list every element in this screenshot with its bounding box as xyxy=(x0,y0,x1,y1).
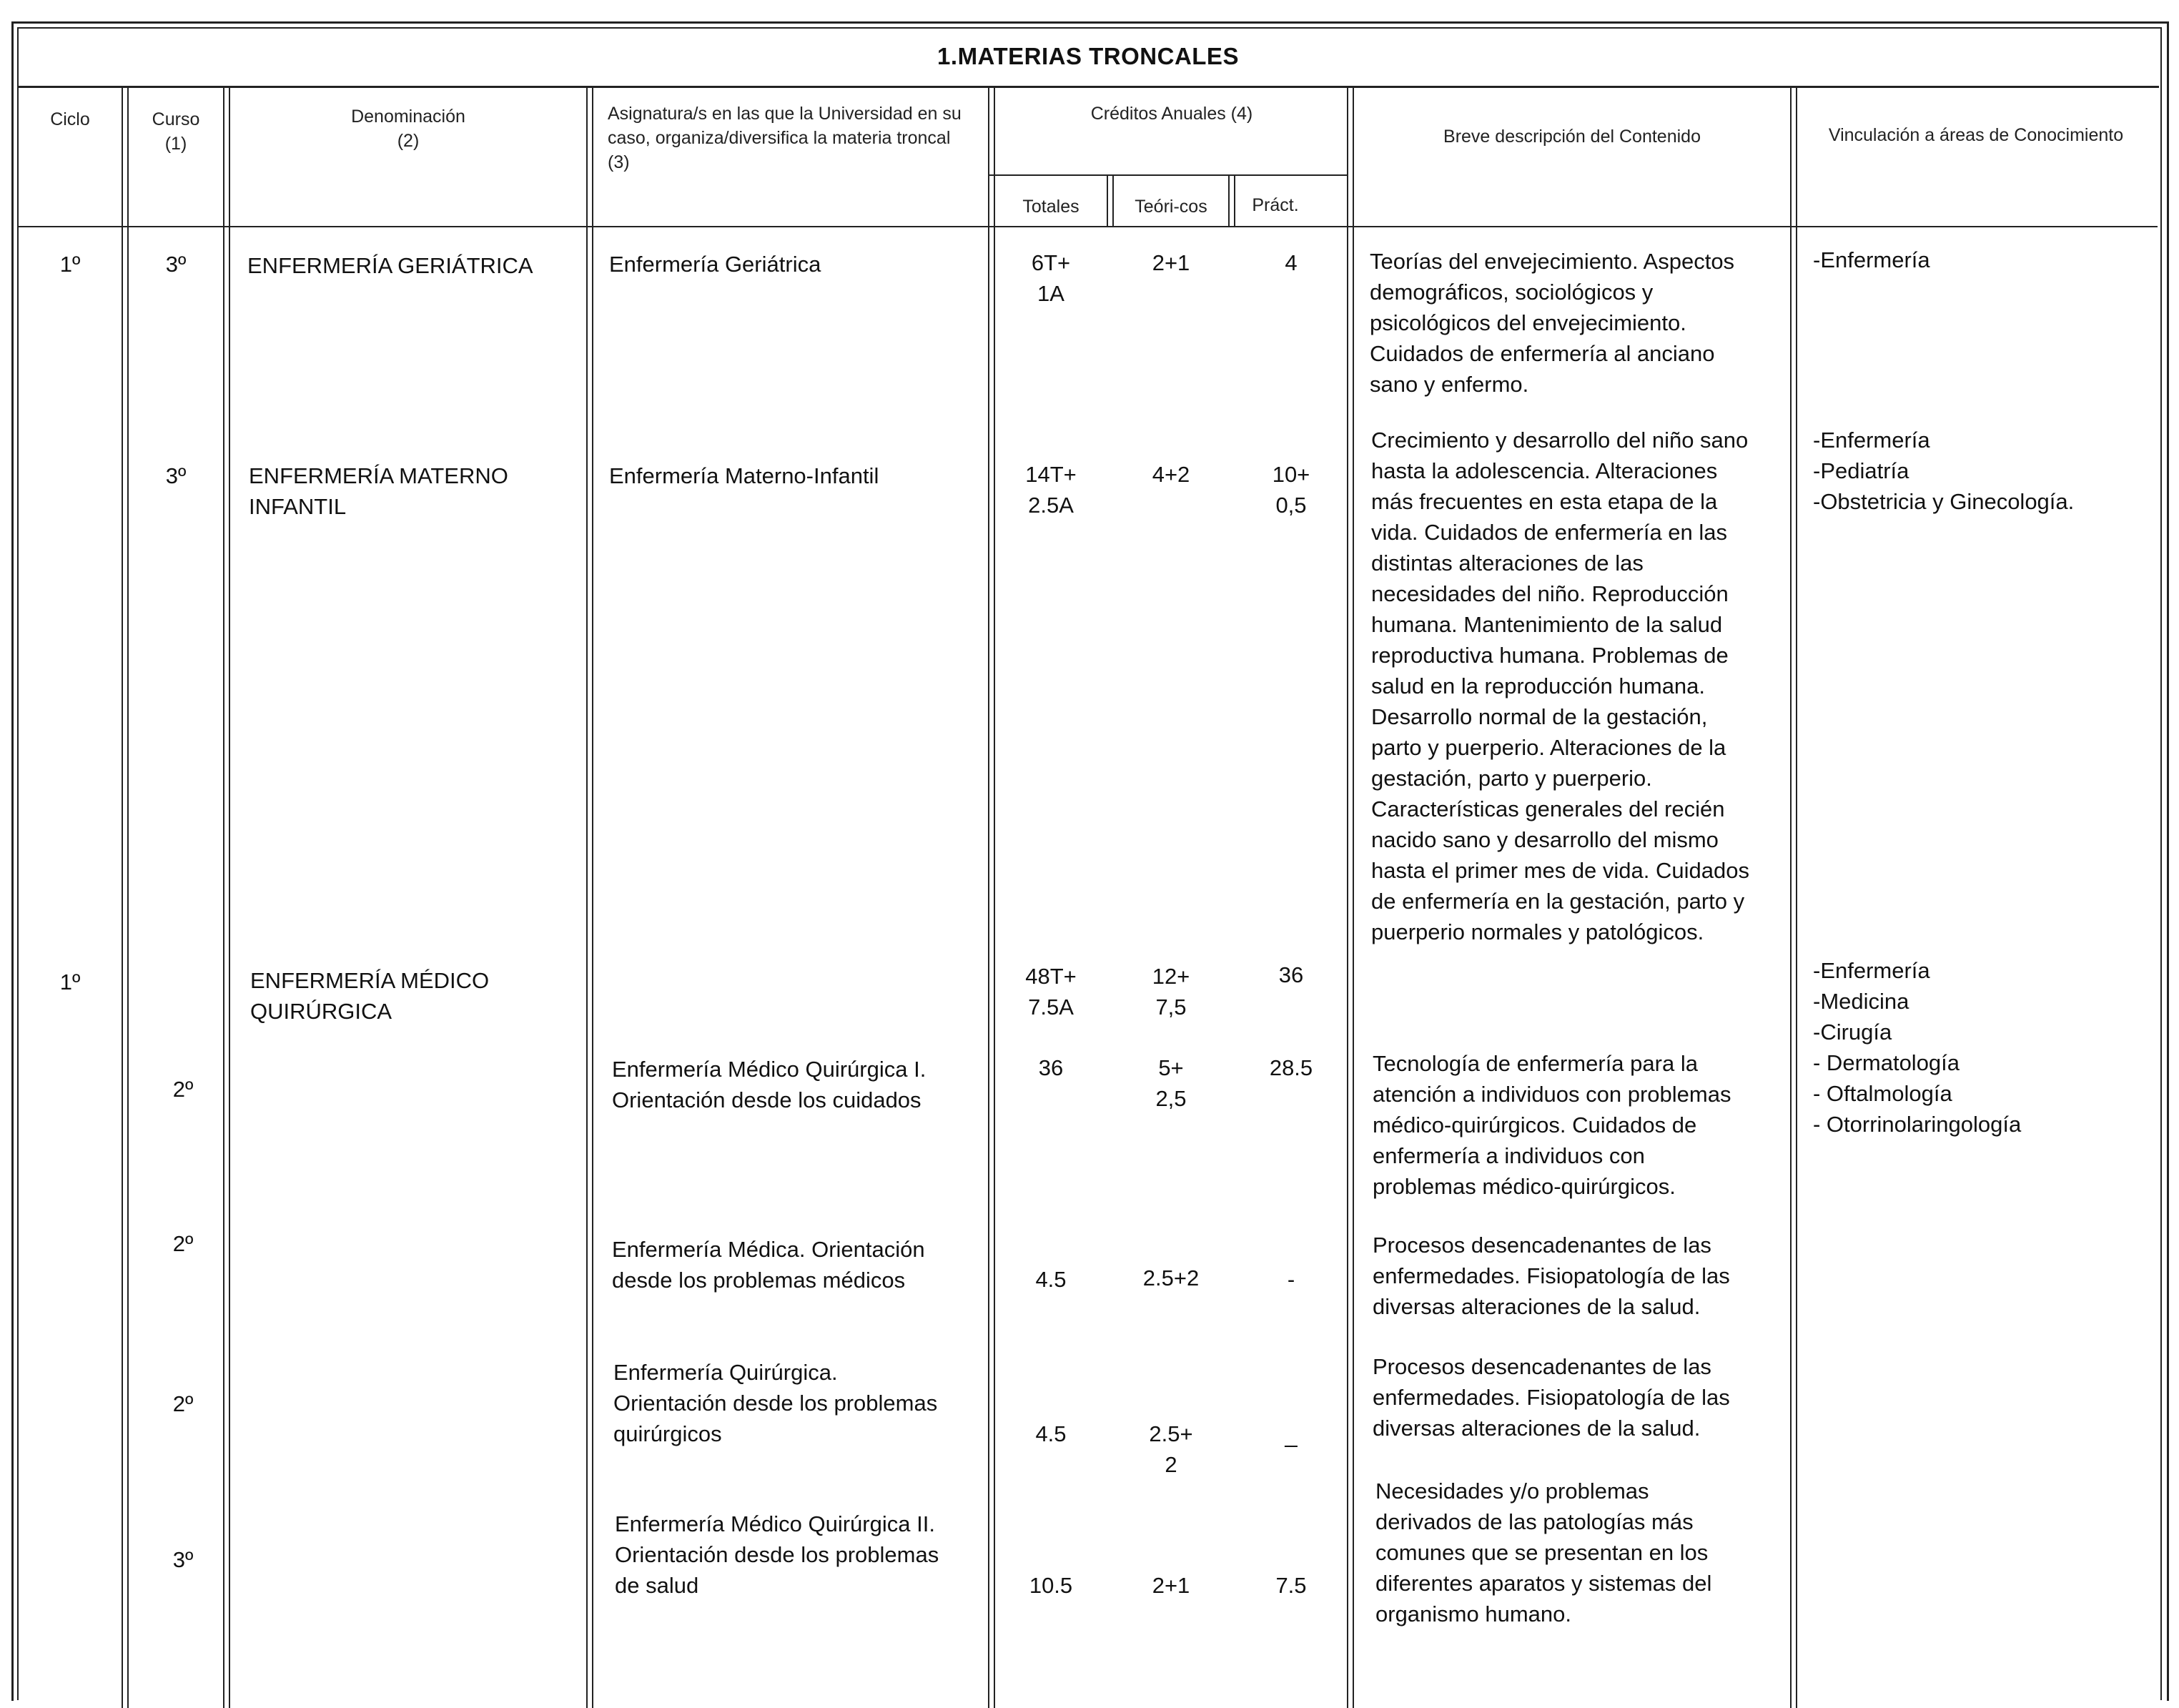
cell-practicos: 4 xyxy=(1285,250,1298,275)
cell-teoricos: 5+ 2,5 xyxy=(1155,1055,1187,1111)
col-separator xyxy=(1228,174,1230,226)
cell-totales: 4.5 xyxy=(1035,1421,1067,1446)
cell-asignatura: Enfermería Médico Quirúrgica II. Orientación desde los problemas de salud xyxy=(615,1511,939,1598)
cell-teoricos: 2.5+ 2 xyxy=(1149,1421,1193,1477)
cell-denominacion: ENFERMERÍA MATERNO INFANTIL xyxy=(249,463,508,519)
col-separator xyxy=(229,86,230,1708)
header-teoricos: Teóri-cos xyxy=(1135,197,1207,217)
col-separator xyxy=(1790,86,1792,1708)
col-separator xyxy=(988,86,989,1708)
header-practicos: Práct. xyxy=(1252,195,1299,215)
cell-ciclo: 1º xyxy=(59,969,81,994)
col-separator xyxy=(1353,86,1354,1708)
cell-vinculacion: -Enfermería -Pediatría -Obstetricia y Ginecología. xyxy=(1813,428,2075,514)
col-separator xyxy=(592,86,593,1708)
cell-ciclo: 1º xyxy=(59,252,81,277)
cell-asignatura: Enfermería Geriátrica xyxy=(609,252,821,277)
cell-descripcion: Necesidades y/o problemas derivados de las patologías más comunes que se presentan en los diferentes aparatos y sistemas del organismo humano. xyxy=(1375,1479,1712,1626)
col-separator xyxy=(122,86,123,1708)
header-totales: Totales xyxy=(1022,197,1079,217)
cell-descripcion: Procesos desencadenantes de las enfermedades. Fisiopatología de las diversas alteraciones de la salud. xyxy=(1373,1354,1730,1441)
cell-denominacion: ENFERMERÍA MÉDICO QUIRÚRGICA xyxy=(250,968,490,1024)
header-creditos: Créditos Anuales (4) xyxy=(1090,104,1253,124)
cell-denominacion: ENFERMERÍA GERIÁTRICA xyxy=(247,253,533,278)
cell-practicos: 28.5 xyxy=(1269,1055,1313,1080)
cell-practicos: _ xyxy=(1285,1423,1298,1448)
col-separator xyxy=(223,86,224,1708)
cell-curso: 3º xyxy=(165,252,187,277)
cell-totales: 10.5 xyxy=(1029,1573,1073,1598)
header-asignaturas: Asignatura/s en las que la Universidad en su caso, organiza/diversifica la materia troncal (3) xyxy=(608,104,962,172)
cell-teoricos: 4+2 xyxy=(1152,462,1190,487)
cell-asignatura: Enfermería Médica. Orientación desde los problemas médicos xyxy=(612,1237,925,1293)
cell-totales: 48T+ 7.5A xyxy=(1025,964,1077,1020)
cell-curso: 2º xyxy=(172,1391,194,1416)
cell-asignatura: Enfermería Materno-Infantil xyxy=(609,463,879,488)
col-separator xyxy=(1107,174,1108,226)
cell-curso: 3º xyxy=(172,1547,194,1572)
header-descripcion: Breve descripción del Contenido xyxy=(1443,127,1701,147)
cell-teoricos: 2.5+2 xyxy=(1142,1265,1200,1290)
cell-curso: 3º xyxy=(165,463,187,488)
cell-descripcion: Crecimiento y desarrollo del niño sano hasta la adolescencia. Alteraciones más frecuentes en esta etapa de la vida. Cuidados de enfermería en las distintas alteraciones de las necesidades del niño. Reproducción humana. Mantenimiento de la salud reproductiva humana. Problemas de salud en la reproducción humana. Desarrollo normal de la gestación, parto y puerperio. Alteraciones de la gestación, parto y puerperio. Características generales del recién nacido sano y desarrollo del mismo hasta el primer mes de vida. Cuidados de enfermería en la gestación, parto y puerperio normales y patológicos. xyxy=(1371,428,1749,944)
header-curso: Curso (1) xyxy=(152,109,200,154)
cell-practicos: 7.5 xyxy=(1275,1573,1307,1598)
col-separator xyxy=(586,86,588,1708)
cell-teoricos: 2+1 xyxy=(1152,250,1190,275)
header-denominacion: Denominación (2) xyxy=(351,107,465,151)
col-separator xyxy=(127,86,129,1708)
cell-totales: 6T+ 1A xyxy=(1031,250,1071,306)
cell-teoricos: 12+ 7,5 xyxy=(1152,964,1190,1020)
cell-descripcion: Tecnología de enfermería para la atención a individuos con problemas médico-quirúrgicos. Cuidados de enfermería a individuos con problemas médico-quirúrgicos. xyxy=(1373,1051,1731,1199)
header-bottom-rule xyxy=(19,226,2158,227)
cell-totales: 4.5 xyxy=(1035,1267,1067,1292)
header-ciclo: Ciclo xyxy=(50,109,90,129)
credits-subheader-rule xyxy=(989,174,1348,176)
cell-practicos: 10+ 0,5 xyxy=(1272,462,1310,518)
cell-totales: 36 xyxy=(1038,1055,1064,1080)
cell-vinculacion: -Enfermería -Medicina -Cirugía - Dermatología - Oftalmología - Otorrinolaringología xyxy=(1813,958,2022,1137)
col-separator xyxy=(1796,86,1797,1708)
cell-curso: 2º xyxy=(172,1231,194,1256)
cell-asignatura: Enfermería Quirúrgica. Orientación desde los problemas quirúrgicos xyxy=(613,1360,938,1446)
cell-descripcion: Teorías del envejecimiento. Aspectos demográficos, sociológicos y psicológicos del envejecimiento. Cuidados de enfermería al anciano sano y enfermo. xyxy=(1370,249,1735,397)
cell-practicos: - xyxy=(1287,1267,1295,1292)
table-title: 1.MATERIAS TRONCALES xyxy=(17,27,2159,88)
col-separator xyxy=(994,86,995,1708)
header-vinculacion: Vinculación a áreas de Conocimiento xyxy=(1828,125,2124,145)
cell-asignatura: Enfermería Médico Quirúrgica I. Orientación desde los cuidados xyxy=(612,1057,927,1112)
cell-totales: 14T+ 2.5A xyxy=(1025,462,1077,518)
cell-curso: 2º xyxy=(172,1077,194,1102)
cell-vinculacion: -Enfermería xyxy=(1813,247,1930,272)
cell-practicos: 36 xyxy=(1278,962,1304,987)
col-separator xyxy=(1347,86,1348,1708)
cell-descripcion: Procesos desencadenantes de las enfermedades. Fisiopatología de las diversas alteraciones de la salud. xyxy=(1373,1233,1730,1319)
cell-teoricos: 2+1 xyxy=(1152,1573,1190,1598)
